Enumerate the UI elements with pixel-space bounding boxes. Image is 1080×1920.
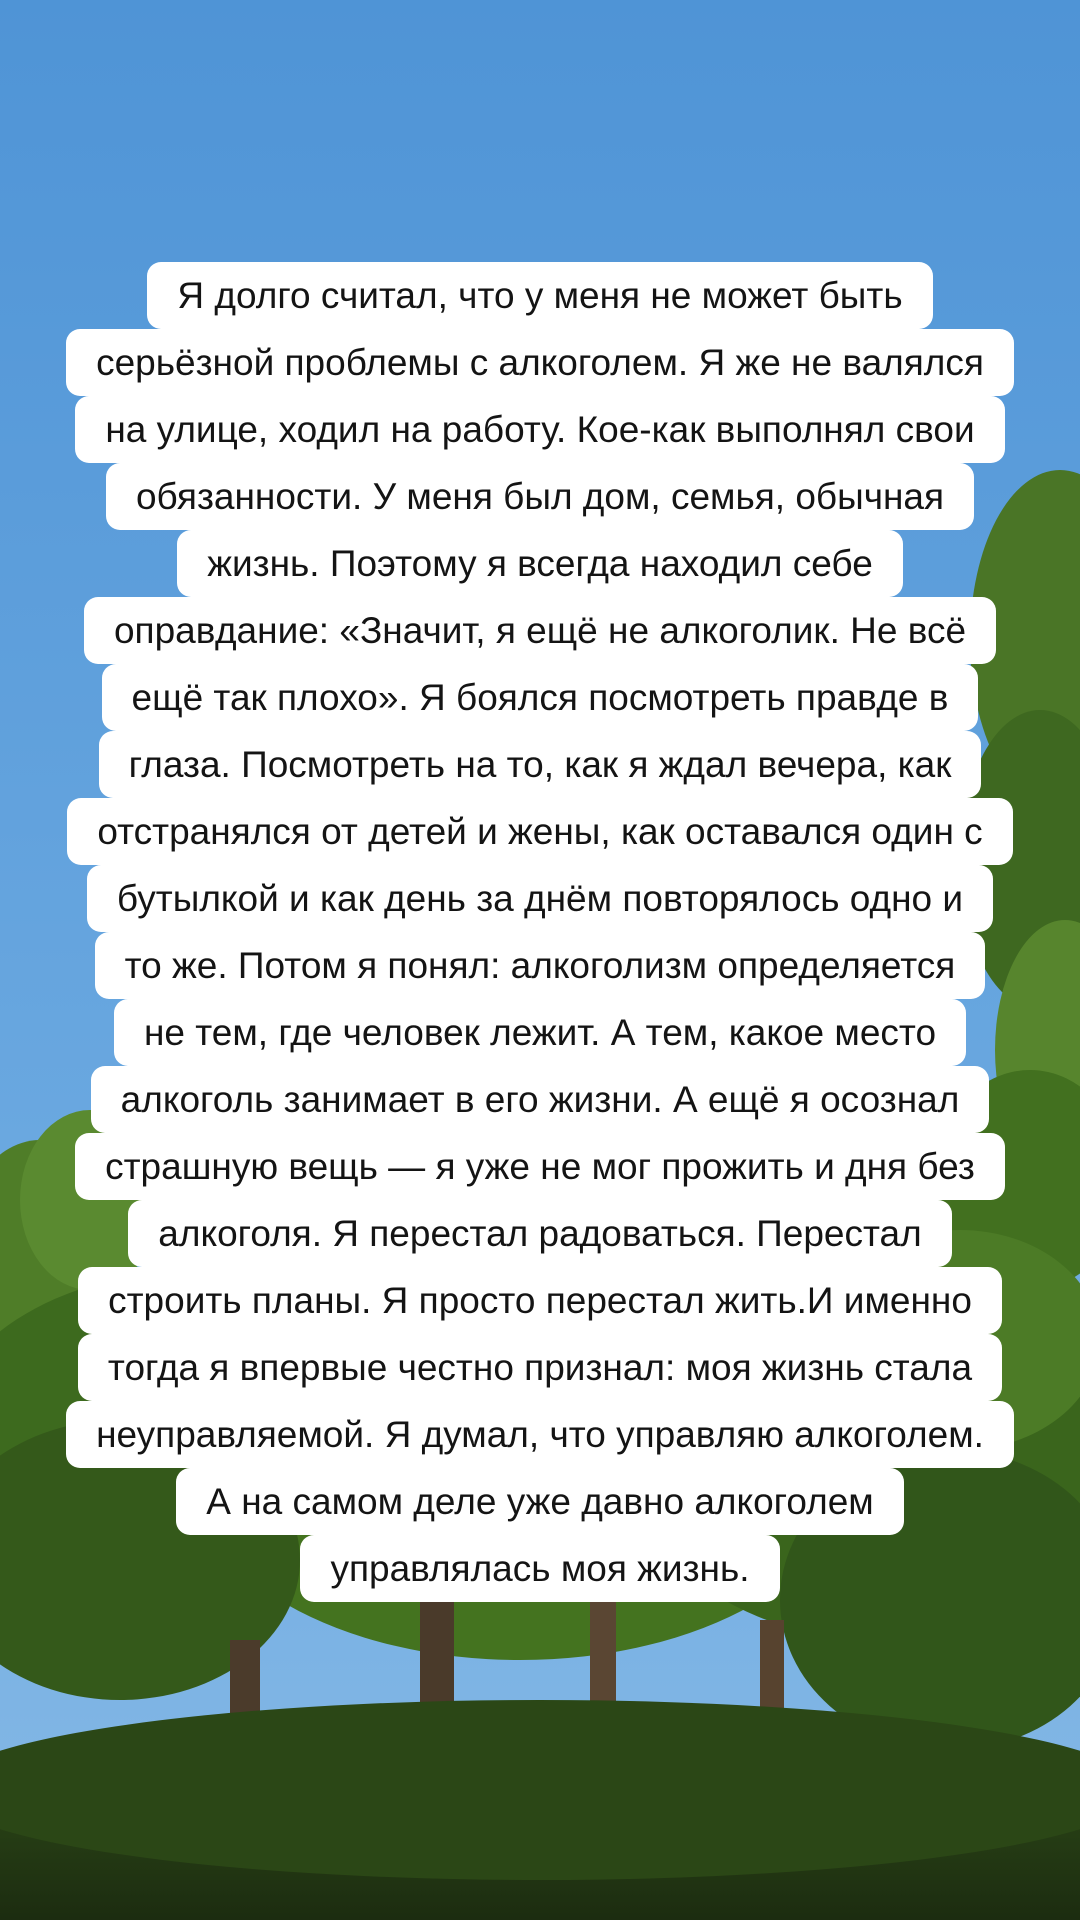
caption-line: бутылкой и как день за днём повторялось одно и xyxy=(87,865,993,932)
caption-line: тогда я впервые честно признал: моя жизнь стала xyxy=(78,1334,1002,1401)
caption-line: страшную вещь — я уже не мог прожить и дня без xyxy=(75,1133,1005,1200)
caption-line: то же. Потом я понял: алкоголизм определяется xyxy=(95,932,986,999)
caption-line: управлялась моя жизнь. xyxy=(300,1535,779,1602)
caption-line: глаза. Посмотреть на то, как я ждал вечера, как xyxy=(99,731,982,798)
caption-line: А на самом деле уже давно алкоголем xyxy=(176,1468,903,1535)
caption-line: неуправляемой. Я думал, что управляю алкоголем. xyxy=(66,1401,1014,1468)
caption-line: Я долго считал, что у меня не может быть xyxy=(147,262,932,329)
caption-line: отстранялся от детей и жены, как оставался один с xyxy=(67,798,1012,865)
caption-line: алкоголь занимает в его жизни. А ещё я осознал xyxy=(91,1066,990,1133)
caption-line: не тем, где человек лежит. А тем, какое место xyxy=(114,999,966,1066)
caption-line: строить планы. Я просто перестал жить.И именно xyxy=(78,1267,1002,1334)
caption-line: жизнь. Поэтому я всегда находил себе xyxy=(177,530,903,597)
story-caption xyxy=(0,262,1080,1602)
caption-line: алкоголя. Я перестал радоваться. Перестал xyxy=(128,1200,951,1267)
caption-line: оправдание: «Значит, я ещё не алкоголик. Не всё xyxy=(84,597,996,664)
caption-line: ещё так плохо». Я боялся посмотреть правде в xyxy=(102,664,979,731)
caption-line: на улице, ходил на работу. Кое-как выполнял свои xyxy=(75,396,1004,463)
caption-line: серьёзной проблемы с алкоголем. Я же не валялся xyxy=(66,329,1014,396)
caption-line: обязанности. У меня был дом, семья, обычная xyxy=(106,463,974,530)
